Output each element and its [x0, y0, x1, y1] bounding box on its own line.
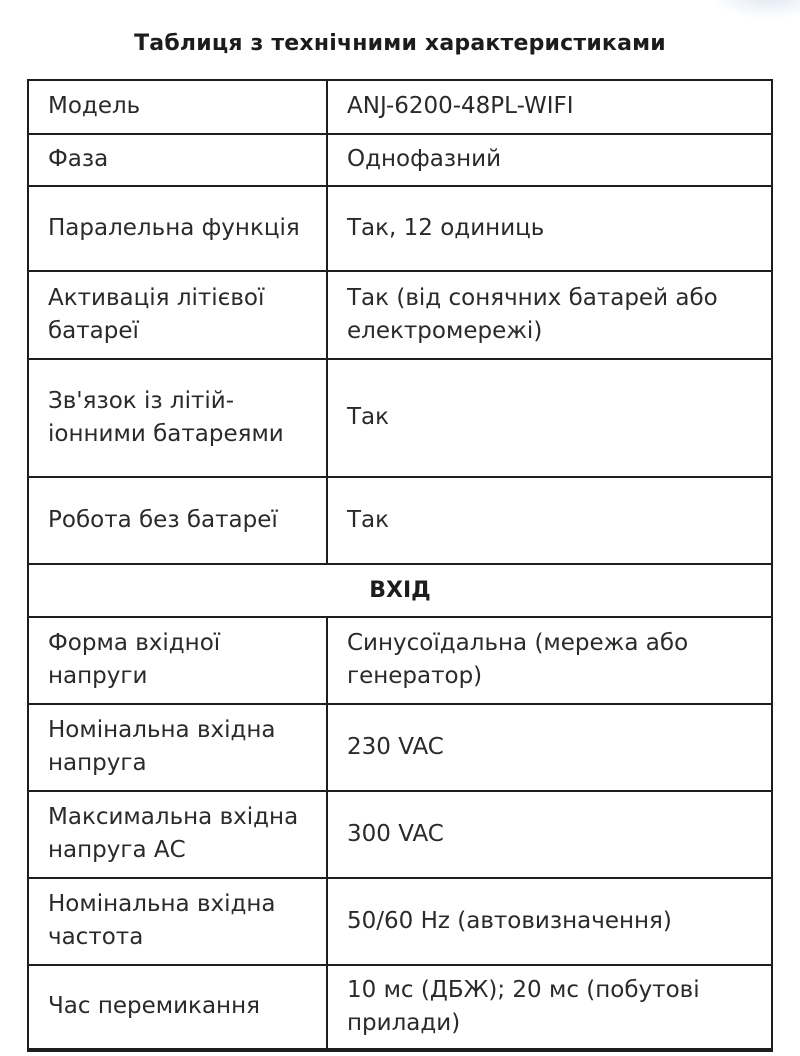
param-value: Так [327, 477, 772, 564]
param-value: Так [327, 359, 772, 477]
param-value: ANJ-6200-48PL-WIFI [327, 80, 772, 134]
page-title: Таблиця з технічними характеристиками [134, 30, 666, 56]
param-name: Час перемикання [28, 965, 327, 1049]
section-row [28, 564, 772, 617]
param-name: Номінальна вхідна напруга [28, 704, 327, 791]
section-heading: ВХІД [28, 564, 772, 617]
next-row-border [27, 1050, 773, 1052]
table-row [28, 80, 772, 134]
param-name: Номінальна вхідна частота [28, 878, 327, 965]
corner-decoration [710, 0, 800, 20]
param-name: Форма вхідної напруги [28, 617, 327, 704]
param-value: 300 VAC [327, 791, 772, 878]
param-name: Зв'язок із літій-іонними батареями [28, 359, 327, 477]
param-name: Фаза [28, 134, 327, 186]
table-row [28, 965, 772, 1049]
param-value: 230 VAC [327, 704, 772, 791]
param-value: Так (від сонячних батарей або електромережі) [327, 271, 772, 359]
table-row [28, 704, 772, 791]
table-row [28, 271, 772, 359]
param-value: Синусоїдальна (мережа або генератор) [327, 617, 772, 704]
param-value: 50/60 Hz (автовизначення) [327, 878, 772, 965]
table-row [28, 477, 772, 564]
param-name: Максимальна вхідна напруга АС [28, 791, 327, 878]
param-name: Паралельна функція [28, 186, 327, 271]
spec-table [27, 79, 773, 1050]
param-value: 10 мс (ДБЖ); 20 мс (побутові прилади) [327, 965, 772, 1049]
param-name: Робота без батареї [28, 477, 327, 564]
table-row [28, 878, 772, 965]
table-row [28, 134, 772, 186]
param-name: Модель [28, 80, 327, 134]
table-row [28, 617, 772, 704]
param-name: Активація літієвої батареї [28, 271, 327, 359]
param-value: Так, 12 одиниць [327, 186, 772, 271]
param-value: Однофазний [327, 134, 772, 186]
table-row [28, 186, 772, 271]
table-row [28, 359, 772, 477]
table-row [28, 791, 772, 878]
